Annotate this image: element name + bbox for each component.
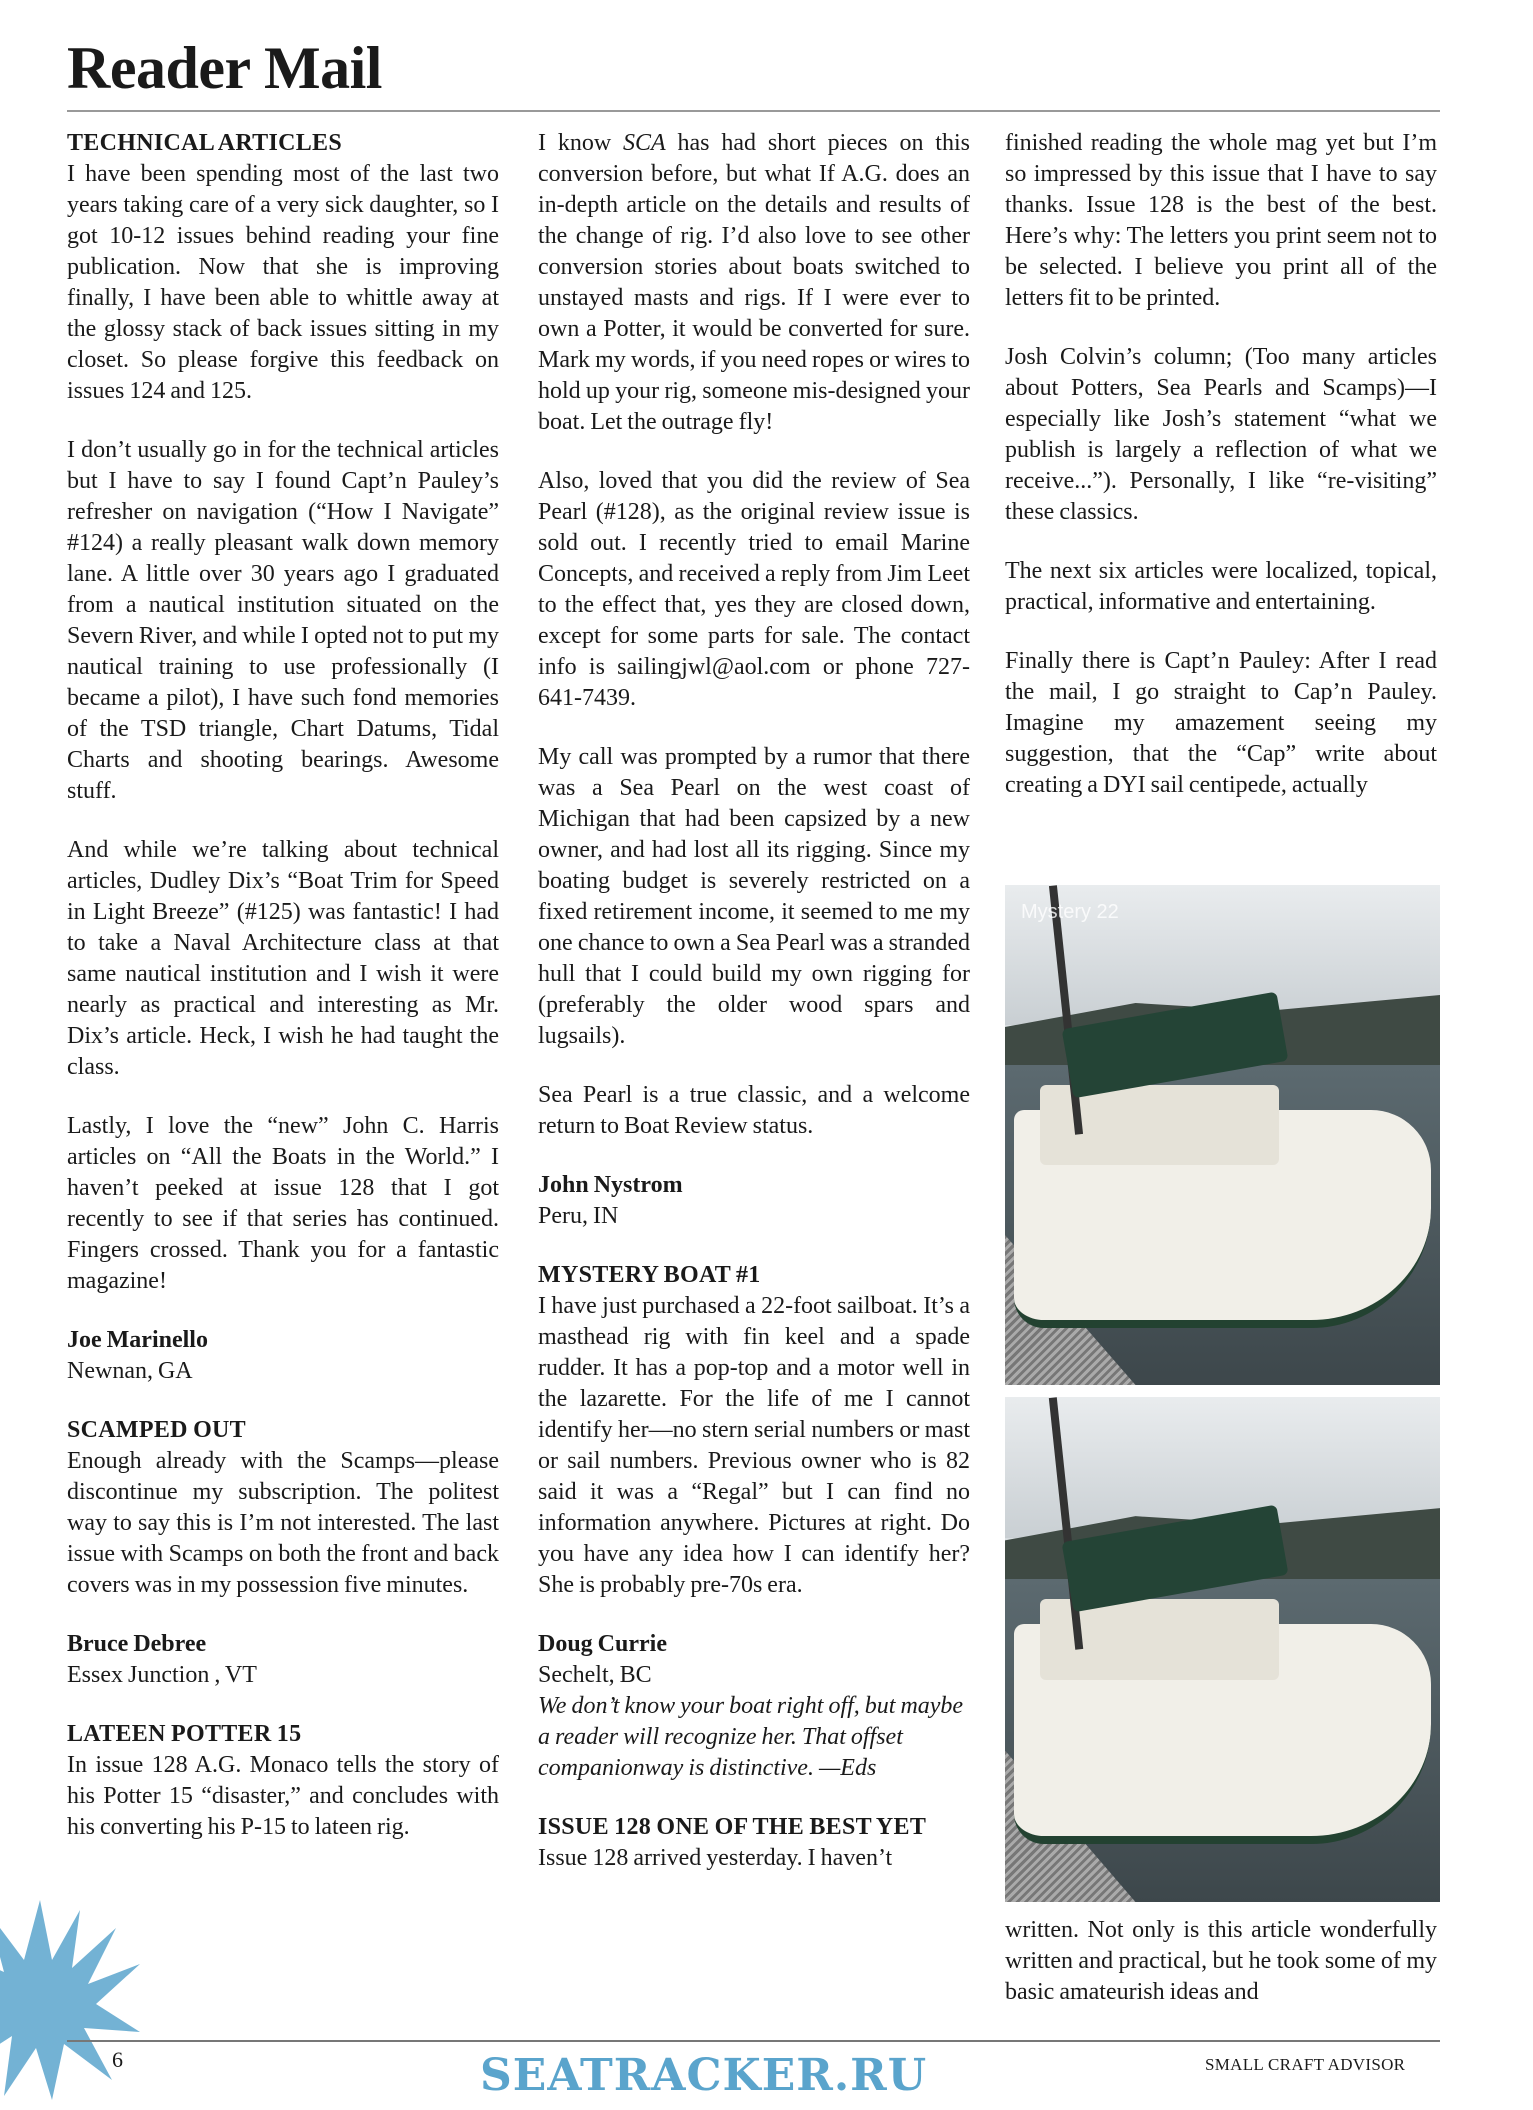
footer-rule bbox=[67, 2040, 1440, 2042]
author-location: Sechelt, BC bbox=[538, 1662, 652, 1688]
magazine-name: SMALL CRAFT ADVISOR bbox=[1205, 2055, 1406, 2074]
author-name: Joe Marinello bbox=[67, 1327, 208, 1353]
header-rule bbox=[67, 110, 1440, 112]
column-3 bbox=[1005, 128, 1437, 829]
author-name: Doug Currie bbox=[538, 1631, 667, 1657]
paragraph: I have been spending most of the last two years taking care of a very sick daughter, so I got 10-12 issues behind reading your fine publication. Now that she is improving finally, I have been able to whittle away at the glossy stack of back issues sitting in my closet. So please forgive this feedback on issues 124 and 125. bbox=[67, 161, 499, 404]
paragraph: Lastly, I love the “new” John C. Harris articles on “All the Boats in the World.” I haven’t peeked at issue 128 that I got recently to see if that series has continued. Fingers crossed. Thank you for a fantastic magazine! bbox=[67, 1113, 499, 1294]
paragraph: And while we’re talking about technical articles, Dudley Dix’s “Boat Trim for Speed in Light Breeze” (#125) was fantastic! I had to take a Naval Architecture class at that same nautical institution and I wish it were nearly as practical and interesting as Mr. Dix’s article. Heck, I wish he had taught the class. bbox=[67, 837, 499, 1080]
paragraph: I have just purchased a 22-foot sailboat. It’s a masthead rig with fin keel and a spade rudder. It has a pop-top and a motor well in the lazarette. For the life of me I cannot identify her—no stern serial numbers or mast or sail numbers. Previous owner who is 82 said it was a “Regal” but I can find no information anywhere. Pictures at right. Do you have any idea how I can identify her? She is probably pre-70s era. bbox=[538, 1293, 970, 1598]
page-number: 6 bbox=[112, 2047, 123, 2072]
paragraph: finished reading the whole mag yet but I’m so impressed by this issue that I have to say thanks. Issue 128 is the best of the best. Here’s why: The letters you print seem not to be selected. I believe you print all of the letters fit to be printed. bbox=[1005, 130, 1437, 311]
column-2 bbox=[538, 128, 970, 1902]
author-location: Newnan, GA bbox=[67, 1358, 193, 1384]
text: I know bbox=[538, 130, 623, 156]
magazine-abbrev: SCA bbox=[623, 130, 666, 156]
paragraph: Finally there is Capt’n Pauley: After I read the mail, I go straight to Cap’n Pauley. Imagine my amazement seeing my suggestion, that the “Cap” write about creating a DYI sail centipede, actually bbox=[1005, 648, 1437, 798]
section-heading: LATEEN POTTER 15 bbox=[67, 1721, 302, 1747]
paragraph: The next six articles were localized, topical, practical, informative and entertaining. bbox=[1005, 558, 1437, 615]
author-name: Bruce Debree bbox=[67, 1631, 207, 1657]
signature bbox=[538, 1629, 970, 1784]
signature bbox=[538, 1170, 970, 1232]
text: has had short pieces on this conversion before, but what If A.G. does an in-depth article on the details and results of the change of rig. I’d also love to see other conversion stories about boats switched to unstayed masts and rigs. If I were ever to own a Potter, it would be converted for sure. Mark my words, if you need ropes or wires to hold up your rig, someone mis-designed your boat. Let the outrage fly! bbox=[538, 130, 970, 435]
paragraph: My call was prompted by a rumor that there was a Sea Pearl on the west coast of Michigan that had been capsized by a new owner, and had lost all its rigging. Since my boating budget is severely restricted on a fixed retirement income, it seemed to me my one chance to own a Sea Pearl was a stranded hull that I could build my own rigging for (preferably the older wood spars and lugsails). bbox=[538, 744, 970, 1049]
paragraph: Enough already with the Scamps—please discontinue my subscription. The politest way to say this is I’m not interested. The last issue with Scamps on both the front and back covers was in my possession five minutes. bbox=[67, 1448, 499, 1598]
column-3-continued bbox=[1005, 1915, 1437, 2036]
paragraph: Sea Pearl is a true classic, and a welcome return to Boat Review status. bbox=[538, 1082, 970, 1139]
paragraph: I don’t usually go in for the technical articles but I have to say I found Capt’n Pauley’s refresher on navigation (“How I Navigate” #124) a really pleasant walk down memory lane. A little over 30 years ago I graduated from a nautical institution situated on the Severn River, and while I opted not to put my nautical training to use professionally (I became a pilot), I have such fond memories of the TSD triangle, Chart Datums, Tidal Charts and shooting bearings. Awesome stuff. bbox=[67, 437, 499, 804]
author-name: John Nystrom bbox=[538, 1172, 683, 1198]
watermark: SEATRACKER.RU bbox=[480, 2050, 928, 2101]
paragraph: Also, loved that you did the review of Sea Pearl (#128), as the original review issue is sold out. I recently tried to email Marine Concepts, and received a reply from Jim Leet to the effect that, yes they are closed down, except for some parts for sale. The contact info is sailingjwl@aol.com or phone 727-641-7439. bbox=[538, 468, 970, 711]
paragraph: written. Not only is this article wonderfully written and practical, but he took some of my basic amateurish ideas and bbox=[1005, 1917, 1437, 2005]
paragraph: In issue 128 A.G. Monaco tells the story of his Potter 15 “disaster,” and concludes with his converting his P-15 to lateen rig. bbox=[67, 1752, 499, 1840]
signature bbox=[67, 1325, 499, 1387]
paragraph: Josh Colvin’s column; (Too many articles about Potters, Sea Pearls and Scamps)—I especially like Josh’s statement “what we publish is largely a reflection of what we receive...”). Personally, I like “re-visiting” these classics. bbox=[1005, 344, 1437, 525]
editor-note: We don’t know your boat right off, but maybe a reader will recognize her. That offset companionway is distinctive. —Eds bbox=[538, 1693, 964, 1781]
signature bbox=[67, 1629, 499, 1691]
boat-photo-2 bbox=[1005, 1397, 1440, 1902]
page-title: Reader Mail bbox=[67, 35, 382, 101]
section-heading: TECHNICAL ARTICLES bbox=[67, 130, 342, 156]
photo-caption: Mystery 22 bbox=[1021, 901, 1119, 923]
boat-photo-1 bbox=[1005, 885, 1440, 1385]
section-heading: ISSUE 128 ONE OF THE BEST YET bbox=[538, 1814, 927, 1840]
author-location: Essex Junction , VT bbox=[67, 1662, 257, 1688]
paragraph bbox=[538, 128, 970, 438]
section-heading: MYSTERY BOAT #1 bbox=[538, 1262, 761, 1288]
author-location: Peru, IN bbox=[538, 1203, 619, 1229]
column-1 bbox=[67, 128, 499, 1871]
section-heading: SCAMPED OUT bbox=[67, 1417, 246, 1443]
paragraph: Issue 128 arrived yesterday. I haven’t bbox=[538, 1845, 893, 1871]
